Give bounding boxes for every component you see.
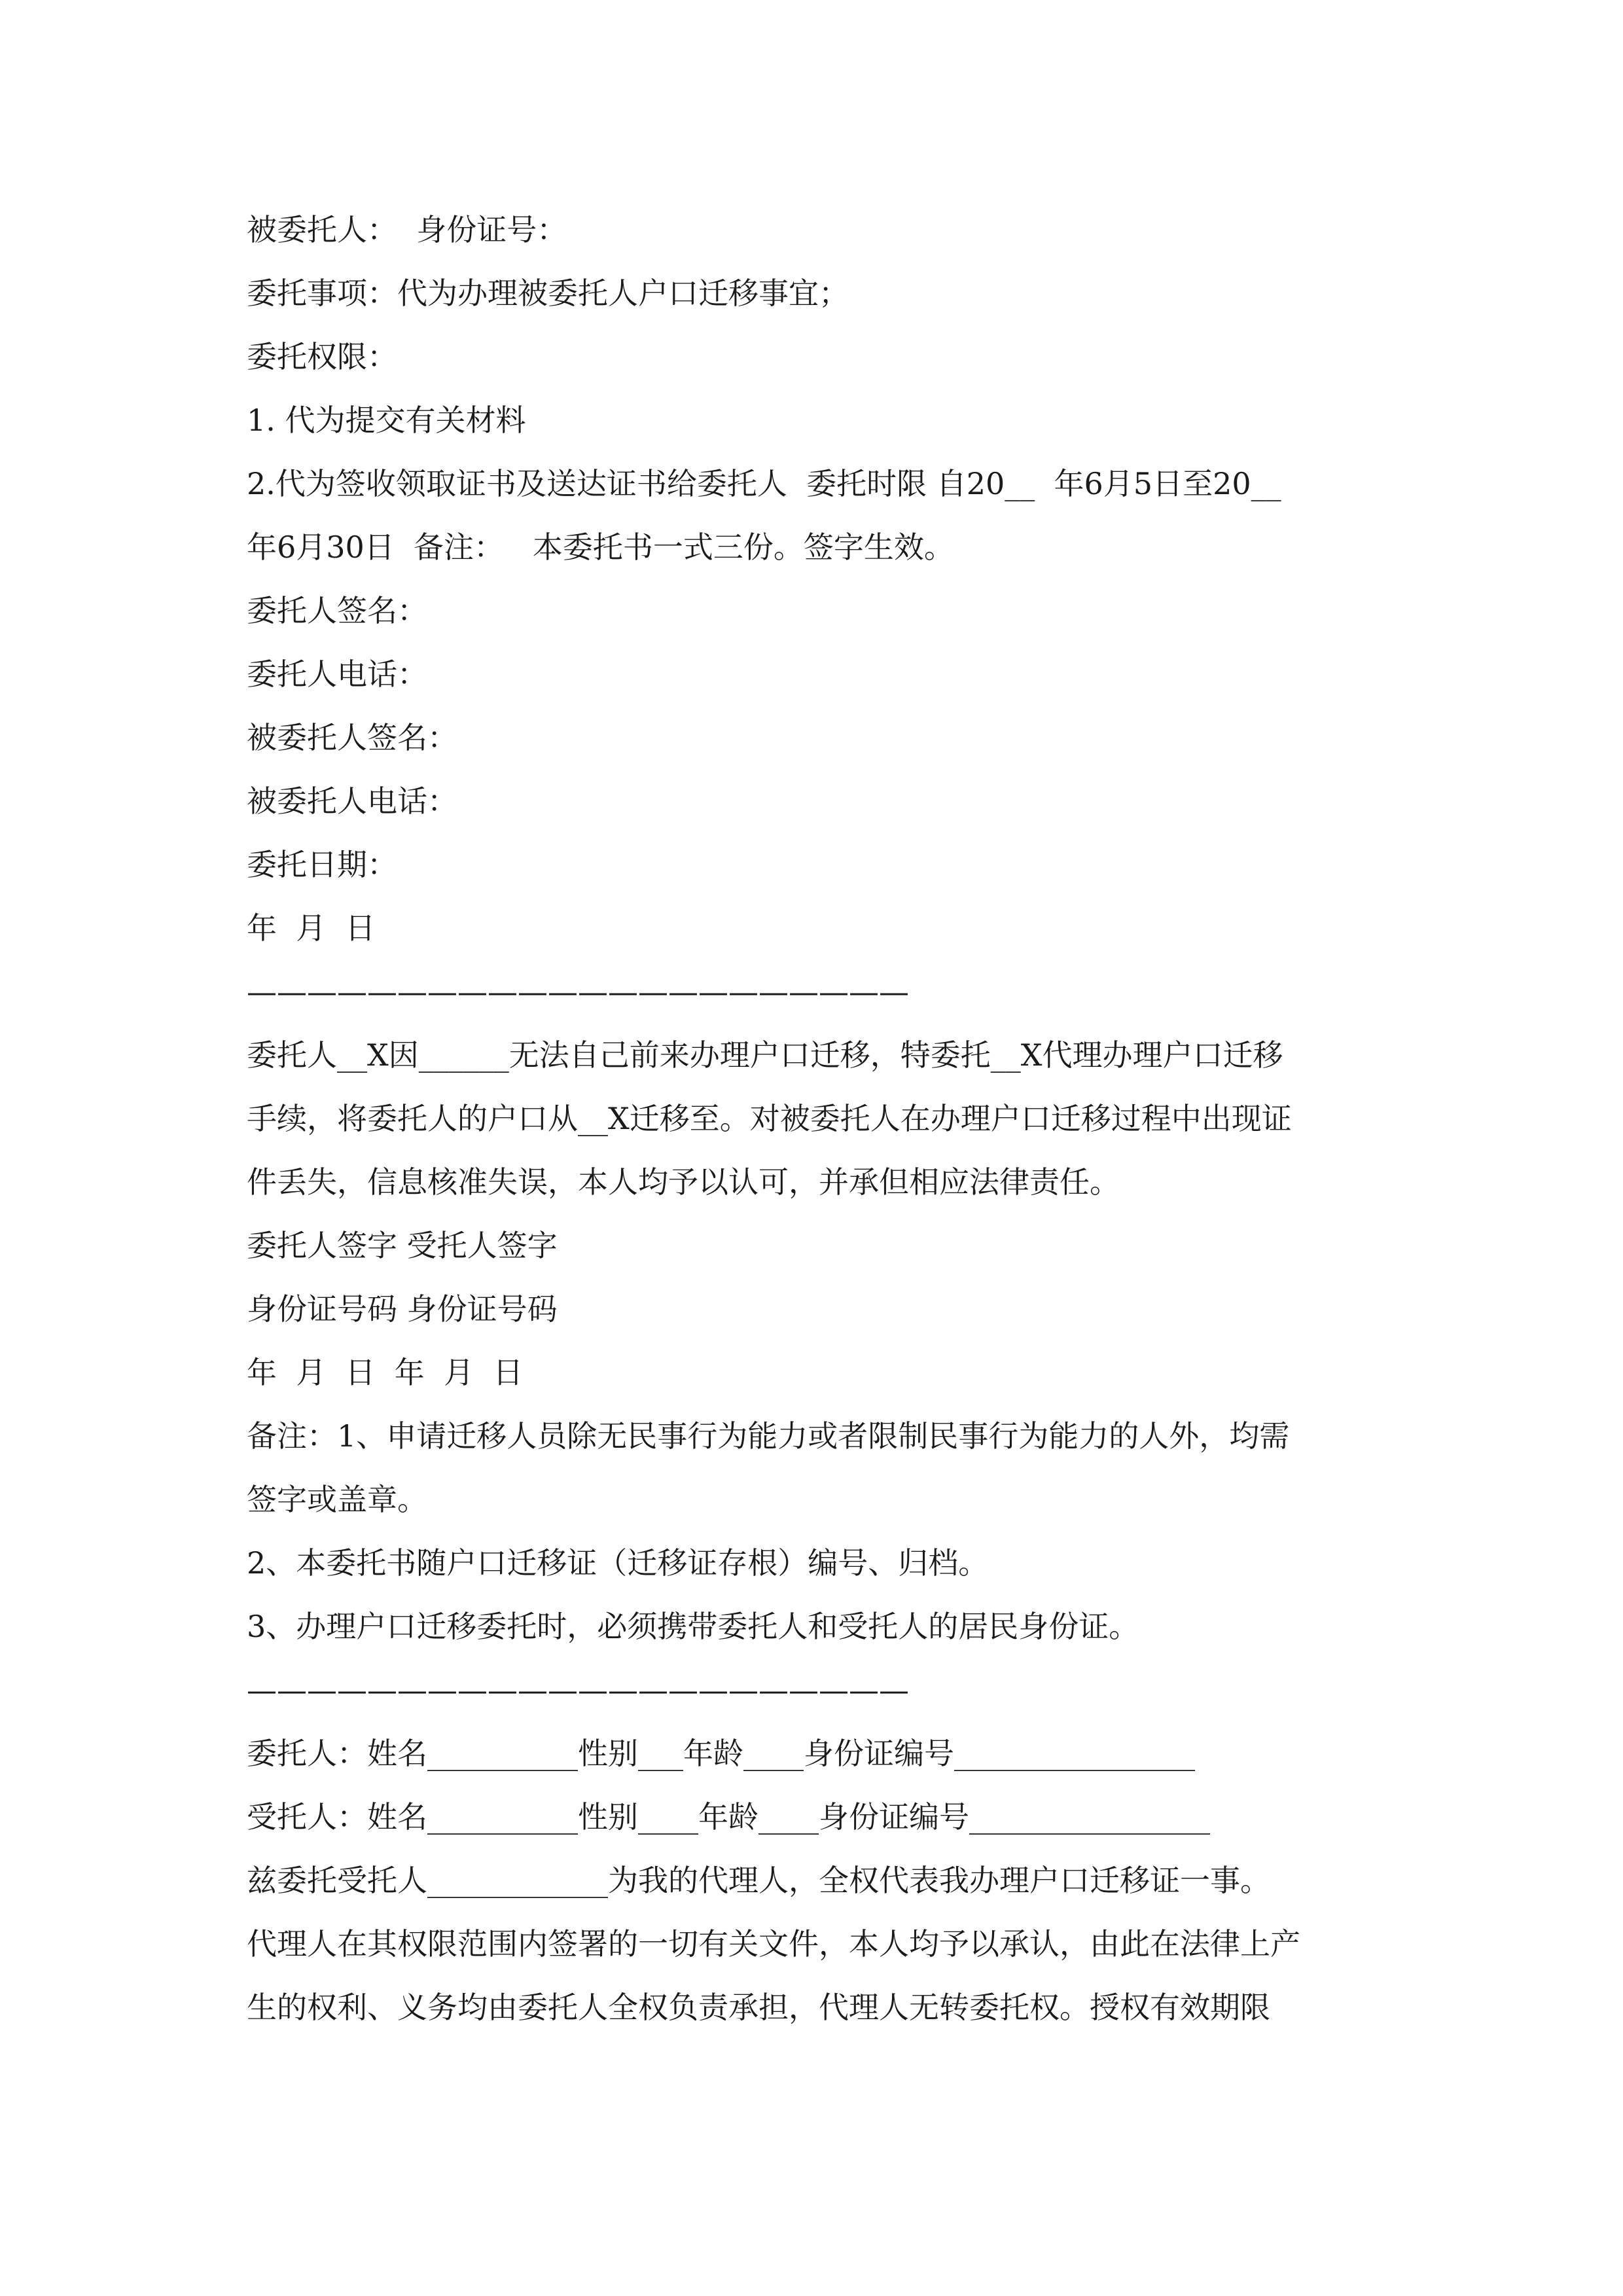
text-line: 年6月30日 备注： 本委托书一式三份。签字生效。 xyxy=(247,529,954,565)
text-line: 年 月 日 年 月 日 xyxy=(247,1355,524,1390)
text-line: 委托人电话： xyxy=(247,656,427,692)
text-line: 1. 代为提交有关材料 xyxy=(247,403,526,438)
text-line: 委托权限： xyxy=(247,339,397,374)
text-line: 代理人在其权限范围内签署的一切有关文件，本人均予以承认，由此在法律上产 xyxy=(247,1926,1300,1962)
text-line: 委托事项：代为办理被委托人户口迁移事宜； xyxy=(247,276,849,311)
separator-line: —————————————————————— xyxy=(247,1672,909,1708)
text-line: 3、办理户口迁移委托时，必须携带委托人和受托人的居民身份证。 xyxy=(247,1609,1139,1644)
text-line: 委托日期： xyxy=(247,847,397,882)
text-line: 身份证号码 身份证号码 xyxy=(247,1291,558,1327)
text-line: 委托人__X因______无法自己前来办理户口迁移，特委托__X代理办理户口迁移 xyxy=(247,1037,1283,1073)
separator-line: —————————————————————— xyxy=(247,974,909,1009)
text-line: 手续，将委托人的户口从__X迁移至。对被委托人在办理户口迁移过程中出现证 xyxy=(247,1101,1292,1136)
text-line: 被委托人电话： xyxy=(247,783,457,819)
text-line: 受托人：姓名__________性别____年龄____身份证编号________________ xyxy=(247,1799,1210,1835)
text-line: 件丢失，信息核准失误，本人均予以认可，并承但相应法律责任。 xyxy=(247,1164,1120,1200)
text-line: 年 月 日 xyxy=(247,910,376,946)
text-line: 委托人签字 受托人签字 xyxy=(247,1228,558,1263)
text-line: 签字或盖章。 xyxy=(247,1482,427,1517)
text-line: 被委托人： 身份证号： xyxy=(247,212,567,247)
text-line: 被委托人签名： xyxy=(247,720,457,755)
text-line: 委托人：姓名__________性别___年龄____身份证编号________________ xyxy=(247,1736,1195,1771)
text-line: 2.代为签收领取证书及送达证书给委托人 委托时限 自20__ 年6月5日至20__ xyxy=(247,466,1281,501)
text-line: 2、本委托书随户口迁移证（迁移证存根）编号、归档。 xyxy=(247,1545,989,1581)
text-line: 备注：1、申请迁移人员除无民事行为能力或者限制民事行为能力的人外，均需 xyxy=(247,1418,1290,1454)
text-line: 生的权利、义务均由委托人全权负责承担，代理人无转委托权。授权有效期限 xyxy=(247,1990,1270,2025)
text-line: 兹委托受托人____________为我的代理人，全权代表我办理户口迁移证一事。 xyxy=(247,1863,1270,1898)
text-line: 委托人签名： xyxy=(247,593,427,628)
